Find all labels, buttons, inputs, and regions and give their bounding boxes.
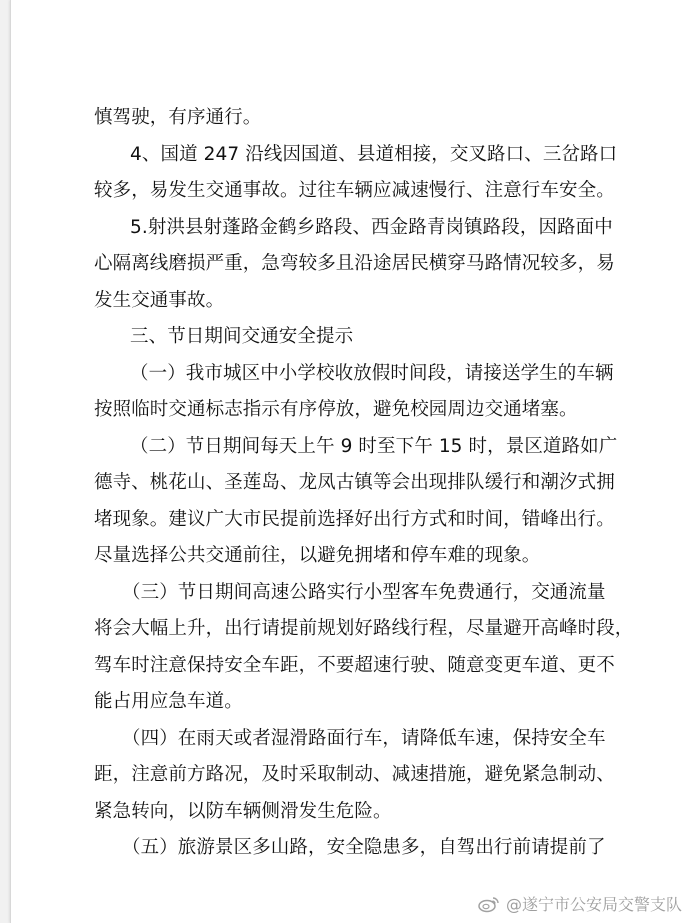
text-line: （三）节日期间高速公路实行小型客车免费通行，交通流量 xyxy=(122,581,606,603)
watermark-text: @遂宁市公安局交警支队 xyxy=(505,895,682,914)
text-line: 能占用应急车道。 xyxy=(94,691,243,712)
text-line: 将会大幅上升，出行请提前规划好路线行程，尽量避开高峰时段， xyxy=(94,618,634,639)
text-line: （五）旅游景区多山路，安全隐患多，自驾出行前请提前了 xyxy=(122,837,606,858)
text-line: 慎驾驶，有序通行。 xyxy=(94,107,262,128)
text-line: 较多，易发生交通事故。过往车辆应减速慢行、注意行车安全。 xyxy=(94,180,615,201)
weibo-icon xyxy=(478,895,500,913)
text-line: （一）我市城区中小学校收放假时间段，请接送学生的车辆 xyxy=(130,362,614,384)
text-line: 驾车时注意保持安全车距，不要超速行驶、随意变更车道、更不 xyxy=(94,654,615,676)
text-line: （四）在雨天或者湿滑路面行车，请降低车速，保持安全车 xyxy=(122,727,606,749)
text-line: 紧急转向，以防车辆侧滑发生危险。 xyxy=(94,800,392,822)
paragraph-tip-4 xyxy=(94,721,634,831)
text-line: 4、国道 247 沿线因国道、县道相接，交叉路口、三岔路口 xyxy=(130,143,618,165)
text-line: （二）节日期间每天上午 9 时至下午 15 时，景区道路如广 xyxy=(130,435,618,457)
text-line: 发生交通事故。 xyxy=(94,289,225,311)
document-page xyxy=(10,0,690,923)
text-line: 5.射洪县射蓬路金鹤乡路段、西金路青岗镇路段，因路面中 xyxy=(130,216,613,238)
text-line: 距，注意前方路况，及时采取制动、减速措施，避免紧急制动、 xyxy=(94,764,615,785)
text-line: 按照临时交通标志指示有序停放，避免校园周边交通堵塞。 xyxy=(94,399,578,420)
paragraph-item-4 xyxy=(94,137,634,210)
paragraph-tip-2 xyxy=(94,429,634,575)
text-line: 尽量选择公共交通前往，以避免拥堵和停车难的现象。 xyxy=(94,545,541,566)
paragraph-tip-5 xyxy=(94,830,634,867)
paragraph-continued xyxy=(94,100,634,137)
document-body xyxy=(94,100,634,867)
paragraph-tip-1 xyxy=(94,356,634,429)
paragraph-item-5 xyxy=(94,210,634,320)
text-line: 德寺、桃花山、圣莲岛、龙凤古镇等会出现排队缓行和潮汐式拥 xyxy=(94,472,615,493)
section-heading xyxy=(94,319,634,356)
weibo-watermark xyxy=(478,892,682,915)
text-line: 堵现象。建议广大市民提前选择好出行方式和时间，错峰出行。 xyxy=(94,508,615,530)
paragraph-tip-3 xyxy=(94,575,634,721)
text-line: 心隔离线磨损严重，急弯较多且沿途居民横穿马路情况较多，易 xyxy=(94,253,615,274)
heading-line: 三、节日期间交通安全提示 xyxy=(130,326,354,347)
